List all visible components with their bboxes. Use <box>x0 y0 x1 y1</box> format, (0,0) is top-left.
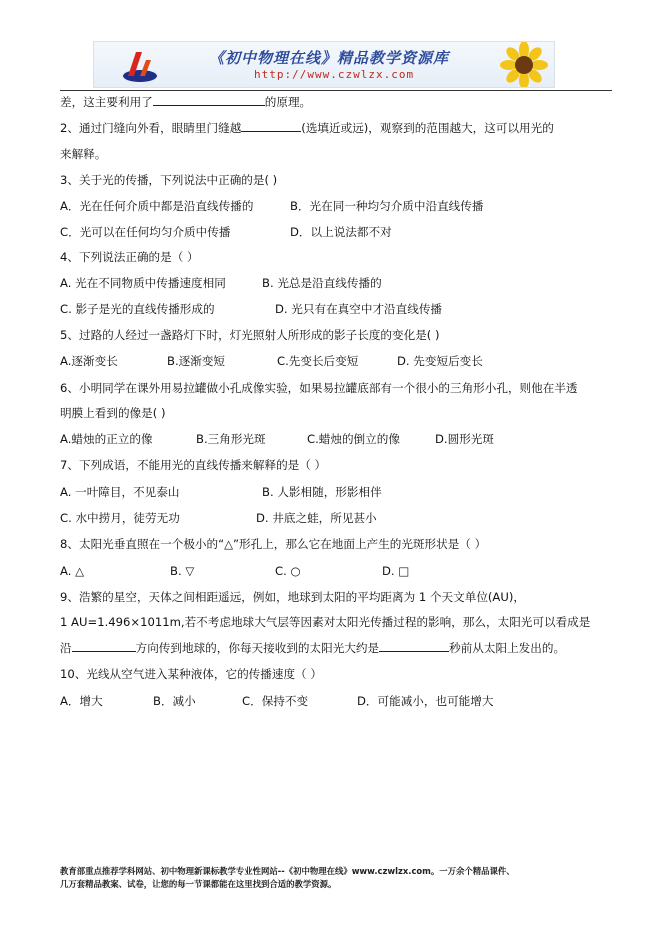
option-6d: D.圆形光斑 <box>435 432 494 446</box>
option-8c: C. ○ <box>275 564 301 578</box>
question-7: 7、下列成语，不能用光的直线传播来解释的是（ ） <box>60 458 327 472</box>
option-6a: A.蜡烛的正立的像 <box>60 432 153 446</box>
option-10b: B．减小 <box>153 694 196 708</box>
question-4: 4、下列说法正确的是（ ） <box>60 250 199 264</box>
option-4a: A. 光在不同物质中传播速度相同 <box>60 276 226 290</box>
question-10: 10、光线从空气进入某种液体，它的传播速度（ ） <box>60 667 322 681</box>
question-5: 5、过路的人经过一盏路灯下时，灯光照射人所形成的影子长度的变化是( ) <box>60 328 440 342</box>
question-6-cont: 明膜上看到的像是( ) <box>60 406 166 420</box>
question-8: 8、太阳光垂直照在一个极小的“△”形孔上，那么它在地面上产生的光斑形状是（ ） <box>60 537 487 551</box>
option-3d: D．以上说法都不对 <box>290 225 392 239</box>
site-logo-icon <box>120 46 160 84</box>
banner-title: 《初中物理在线》精品教学资源库 <box>209 49 450 67</box>
sunflower-icon <box>494 41 554 88</box>
option-3a: A．光在任何介质中都是沿直线传播的 <box>60 199 254 213</box>
option-7c: C. 水中捞月，徒劳无功 <box>60 511 180 525</box>
option-3c: C．光可以在任何均匀介质中传播 <box>60 225 231 239</box>
option-5c: C.先变长后变短 <box>277 354 359 368</box>
blank-2 <box>241 120 301 132</box>
option-8d: D. □ <box>382 564 410 578</box>
option-4b: B. 光总是沿直线传播的 <box>262 276 382 290</box>
blank-9a <box>72 640 136 652</box>
option-5b: B.逐渐变短 <box>167 354 226 368</box>
option-8a: A. △ <box>60 564 85 578</box>
option-10c: C．保持不变 <box>242 694 309 708</box>
option-3b: B．光在同一种均匀介质中沿直线传播 <box>290 199 484 213</box>
option-6c: C.蜡烛的倒立的像 <box>307 432 400 446</box>
question-2-cont: 来解释。 <box>60 147 107 161</box>
option-10a: A．增大 <box>60 694 103 708</box>
footer-line-2: 几万套精品教案、试卷，让您的每一节课都能在这里找到合适的教学资源。 <box>60 879 337 889</box>
option-4c: C. 影子是光的直线传播形成的 <box>60 302 215 316</box>
option-8b: B. ▽ <box>170 564 195 578</box>
banner-url[interactable]: http://www.czwlzx.com <box>254 68 415 81</box>
option-10d: D．可能减小，也可能增大 <box>357 694 494 708</box>
option-4d: D. 光只有在真空中才沿直线传播 <box>275 302 443 316</box>
footer-line-1: 教育部重点推荐学科网站、初中物理新课标教学专业性网站--《初中物理在线》www.czwlzx.com。一万余个精品课件、 <box>60 866 515 876</box>
line-1: 差，这主要利用了 的原理。 <box>60 95 312 109</box>
question-9-cont: 1 AU=1.496×1011m,若不考虑地球大气层等因素对太阳光传播过程的影响，那么，太阳光可以看成是 <box>60 615 591 629</box>
option-7d: D. 井底之蛙，所见甚小 <box>256 511 377 525</box>
option-5d: D. 先变短后变长 <box>397 354 483 368</box>
question-9-blanks: 沿 方向传到地球的，你每天接收到的太阳光大约是 秒前从太阳上发出的。 <box>60 641 566 655</box>
question-3: 3、关于光的传播，下列说法中正确的是( ) <box>60 173 278 187</box>
option-7b: B. 人影相随，形影相伴 <box>262 485 382 499</box>
question-2: 2、通过门缝向外看，眼睛里门缝越 (选填近或远)，观察到的范围越大，这可以用光的 <box>60 121 554 135</box>
option-6b: B.三角形光斑 <box>196 432 266 446</box>
option-7a: A. 一叶障目，不见泰山 <box>60 485 180 499</box>
blank-1 <box>153 94 265 106</box>
question-9: 9、浩繁的星空，天体之间相距遥远，例如，地球到太阳的平均距离为 1 个天文单位(AU)， <box>60 590 525 604</box>
option-5a: A.逐渐变长 <box>60 354 118 368</box>
header-divider <box>60 90 612 91</box>
question-6: 6、小明同学在课外用易拉罐做小孔成像实验，如果易拉罐底部有一个很小的三角形小孔，则他在半透 <box>60 381 578 395</box>
blank-9b <box>379 640 449 652</box>
header-banner <box>93 41 555 88</box>
